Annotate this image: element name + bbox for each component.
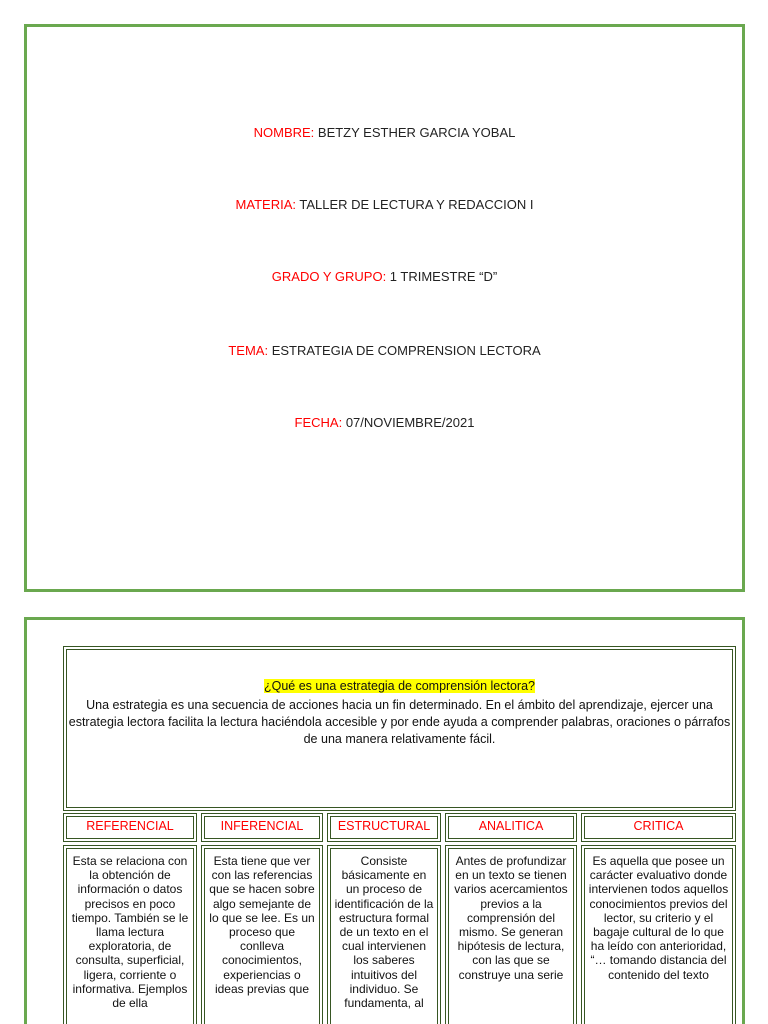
intro-question bbox=[67, 679, 732, 693]
header-analitica: ANALITICA bbox=[445, 813, 577, 842]
header-critica: CRITICA bbox=[581, 813, 736, 842]
materia-value: TALLER DE LECTURA Y REDACCION I bbox=[295, 197, 534, 212]
cell-inferencial: Esta tiene que ver con las referencias que se hacen sobre algo semejante de lo que se lee. Es un proceso que conlleva conocimientos, experiencias o ideas previas que bbox=[201, 845, 323, 1024]
cell-referencial: Esta se relaciona con la obtención de información o datos precisos en poco tiempo. También se le llama lectura exploratoria, de consulta, superficial, ligera, corriente o informativa. Ejemplos de ella bbox=[63, 845, 197, 1024]
tema-label: TEMA: bbox=[228, 343, 269, 358]
nombre-value: BETZY ESTHER GARCIA YOBAL bbox=[314, 125, 516, 140]
cell-critica: Es aquella que posee un carácter evaluativo donde intervienen todos aquellos conocimientos previos del lector, su criterio y el bagaje cultural de lo que ha leído con anterioridad, “… tomando distancia del contenido del texto bbox=[581, 845, 736, 1024]
cell-analitica: Antes de profundizar en un texto se tienen varios acercamientos previos a la comprensión del mismo. Se generan hipótesis de lectura, con las que se construye una serie bbox=[445, 845, 577, 1024]
header-estructural: ESTRUCTURAL bbox=[327, 813, 441, 842]
cover-page bbox=[24, 24, 745, 592]
tema-field bbox=[27, 343, 742, 358]
header-referencial: REFERENCIAL bbox=[63, 813, 197, 842]
intro-box bbox=[63, 646, 736, 811]
grado-label: GRADO Y GRUPO: bbox=[271, 269, 387, 284]
grado-value: 1 TRIMESTRE “D” bbox=[386, 269, 498, 284]
grado-field bbox=[27, 269, 742, 284]
materia-field bbox=[27, 197, 742, 212]
materia-label: MATERIA: bbox=[235, 197, 296, 212]
intro-question-text: ¿Qué es una estrategia de comprensión lectora? bbox=[264, 679, 535, 693]
header-inferencial: INFERENCIAL bbox=[201, 813, 323, 842]
nombre-label: NOMBRE: bbox=[253, 125, 315, 140]
fecha-label: FECHA: bbox=[294, 415, 343, 430]
tema-value: ESTRATEGIA DE COMPRENSION LECTORA bbox=[268, 343, 541, 358]
cell-estructural: Consiste básicamente en un proceso de identificación de la estructura formal de un texto en el cual intervienen los saberes intuitivos del individuo. Se fundamenta, al bbox=[327, 845, 441, 1024]
fecha-value: 07/NOVIEMBRE/2021 bbox=[342, 415, 475, 430]
nombre-field bbox=[27, 125, 742, 140]
fecha-field bbox=[27, 415, 742, 430]
intro-body: Una estrategia es una secuencia de acciones hacia un fin determinado. En el ámbito del aprendizaje, ejercer una estrategia lectora facilita la lectura haciéndola accesible y por ende ayuda a comprender palabras, oraciones o párrafos de una manera relativamente fácil. bbox=[68, 698, 731, 746]
